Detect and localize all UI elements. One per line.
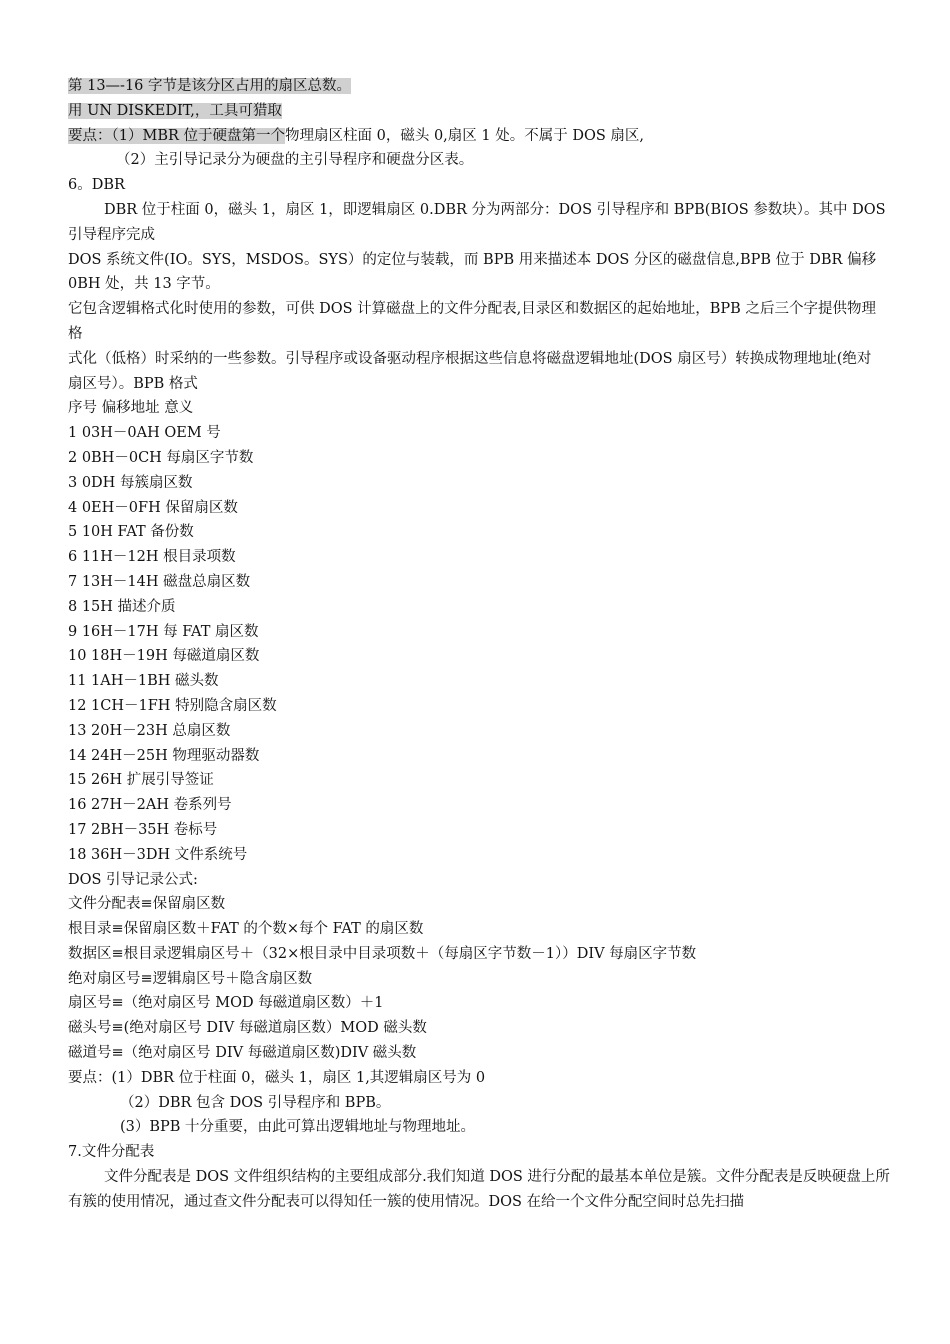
- formula-line: 磁头号≡(绝对扇区号 DIV 每磁道扇区数）MOD 磁头数: [68, 1020, 427, 1037]
- formula-line: 根目录≡保留扇区数＋FAT 的个数×每个 FAT 的扇区数: [68, 921, 424, 938]
- body-text: 物理扇区柱面 0，磁头 0,扇区 1 处。不属于 DOS 扇区,: [285, 127, 645, 144]
- bpb-row: 2 0BH－0CH 每扇区字节数: [68, 449, 254, 466]
- formula-line: 绝对扇区号≡逻辑扇区号＋隐含扇区数: [68, 970, 313, 987]
- bpb-row: 18 36H－3DH 文件系统号: [68, 846, 248, 863]
- dbr-point-1: 要点：(1）DBR 位于柱面 0，磁头 1，扇区 1,其逻辑扇区号为 0: [68, 1069, 486, 1086]
- bpb-row: 16 27H－2AH 卷系列号: [68, 797, 232, 814]
- bpb-row: 9 16H－17H 每 FAT 扇区数: [68, 623, 259, 640]
- bpb-row: 12 1CH－1FH 特别隐含扇区数: [68, 697, 277, 714]
- bpb-row: 5 10H FAT 备份数: [68, 524, 194, 541]
- intro-line-3: [68, 124, 890, 149]
- bpb-row: 14 24H－25H 物理驱动器数: [68, 747, 260, 764]
- paragraph-text: 文件分配表是 DOS 文件组织结构的主要组成部分.我们知道 DOS 进行分配的最基本单位是簇。文件分配表是反映硬盘上所: [104, 1169, 890, 1186]
- dbr-paragraph-4: 式化（低格）时采纳的一些参数。引导程序或设备驱动程序根据这些信息将磁盘逻辑地址(DOS 扇区号）转换成物理地址(绝对: [68, 350, 872, 367]
- intro-line-1: [68, 74, 890, 99]
- document-page: [68, 74, 890, 1215]
- highlighted-text: 用 UN DISKEDIT,，工具可猎取: [68, 102, 282, 119]
- dbr-paragraph-3: 它包含逻辑格式化时使用的参数，可供 DOS 计算磁盘上的文件分配表,目录区和数据区的起始地址，BPB 之后三个字提供物理格: [68, 301, 876, 342]
- formula-line: 扇区号≡（绝对扇区号 MOD 每磁道扇区数）＋1: [68, 995, 384, 1012]
- formula-line: 文件分配表≡保留扇区数: [68, 896, 226, 913]
- bpb-row: 6 11H－12H 根目录项数: [68, 549, 236, 566]
- fat-paragraph-2: 有簇的使用情况，通过查文件分配表可以得知任一簇的使用情况。DOS 在给一个文件分配空间时总先扫描: [68, 1193, 745, 1210]
- formula-heading: DOS 引导记录公式:: [68, 871, 198, 888]
- bpb-row: 1 03H－0AH OEM 号: [68, 425, 221, 442]
- formula-list: [68, 892, 890, 1066]
- formula-line: 磁道号≡（绝对扇区号 DIV 每磁道扇区数)DIV 磁头数: [68, 1045, 417, 1062]
- dbr-point-2: （2）DBR 包含 DOS 引导程序和 BPB。: [120, 1094, 391, 1111]
- bpb-table: [68, 421, 890, 867]
- bpb-row: 11 1AH－1BH 磁头数: [68, 673, 219, 690]
- bpb-table-header: 序号 偏移地址 意义: [68, 400, 194, 417]
- section-heading-fat: 7.文件分配表: [68, 1144, 155, 1161]
- paragraph-text: DBR 位于柱面 0，磁头 1，扇区 1，即逻辑扇区 0.DBR 分为两部分：DOS 引导程序和 BPB(BIOS 参数块）。其中 DOS 引导程序完成: [68, 201, 886, 243]
- bpb-row: 15 26H 扩展引导签证: [68, 772, 214, 789]
- bpb-row: 17 2BH－35H 卷标号: [68, 821, 218, 838]
- bpb-row: 7 13H－14H 磁盘总扇区数: [68, 573, 251, 590]
- fat-paragraph-1: [68, 1165, 890, 1190]
- section-heading-dbr: 6。DBR: [68, 177, 125, 194]
- dbr-point-3: (3）BPB 十分重要，由此可算出逻辑地址与物理地址。: [120, 1119, 476, 1136]
- highlighted-text: 要点：（1）MBR 位于硬盘第一个: [68, 127, 286, 144]
- formula-line: 数据区≡根目录逻辑扇区号＋（32×根目录中目录项数＋（每扇区字节数－1））DIV 每扇区字节数: [68, 945, 697, 962]
- bpb-row: 3 0DH 每簇扇区数: [68, 474, 193, 491]
- bpb-row: 13 20H－23H 总扇区数: [68, 722, 231, 739]
- bpb-row: 8 15H 描述介质: [68, 598, 176, 615]
- dbr-paragraph-1: [68, 198, 890, 248]
- intro-line-2: [68, 99, 890, 124]
- bpb-row: 10 18H－19H 每磁道扇区数: [68, 648, 260, 665]
- dbr-paragraph-2: DOS 系统文件(IO。SYS，MSDOS。SYS）的定位与装载，而 BPB 用来描述本 DOS 分区的磁盘信息,BPB 位于 DBR 偏移 0BH 处，共 13 字节。: [68, 251, 877, 293]
- dbr-paragraph-5: 扇区号）。BPB 格式: [68, 375, 198, 392]
- intro-line-4: （2）主引导记录分为硬盘的主引导程序和硬盘分区表。: [116, 152, 474, 169]
- highlighted-text: 第 13—-16 字节是该分区占用的扇区总数。: [68, 78, 352, 94]
- bpb-row: 4 0EH－0FH 保留扇区数: [68, 499, 238, 516]
